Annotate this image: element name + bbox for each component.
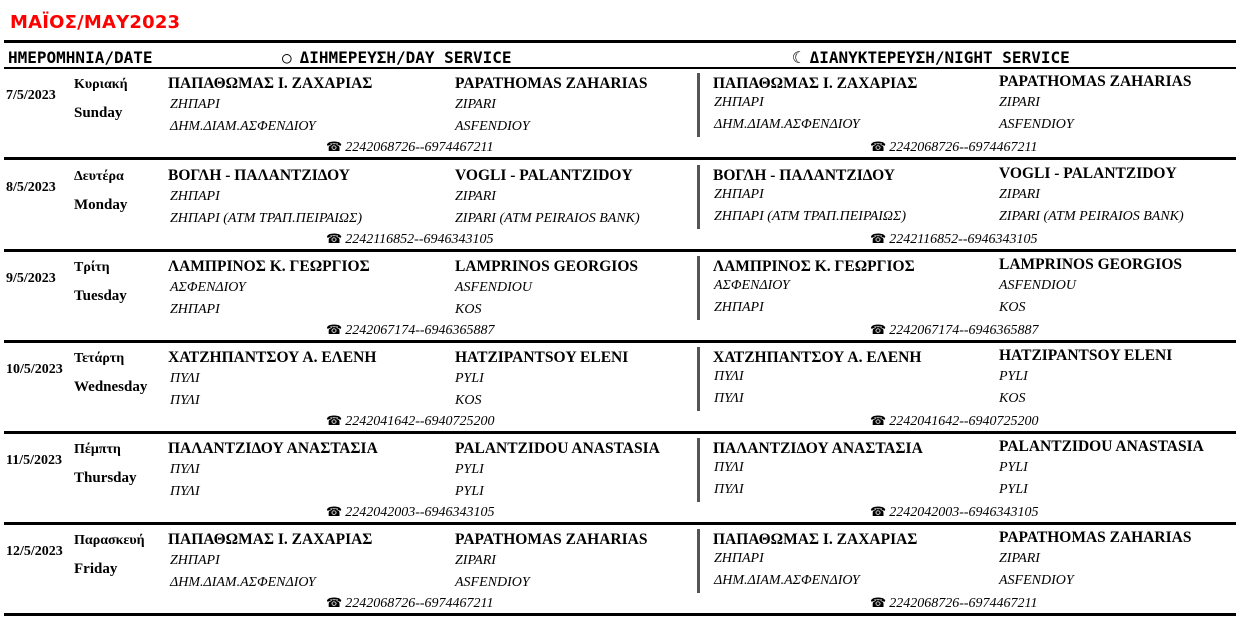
row-date: 7/5/2023 (6, 88, 56, 103)
night-phone (870, 139, 1038, 156)
day-address2-greek: ΖΗΠΑΡΙ (ΑΤΜ ΤΡΑΠ.ΠΕΙΡΑΙΩΣ) (170, 211, 363, 226)
day-phone-number: 2242042003--6946343105 (345, 505, 495, 520)
night-address1-greek: ΖΗΠΑΡΙ (714, 95, 764, 110)
day-address2-greek: ΠΥΛΙ (170, 393, 200, 408)
night-address2-english: KOS (999, 391, 1026, 406)
page-title: ΜΑΪΟΣ/ΜΑΥ2023 (10, 12, 181, 33)
table-row (0, 163, 1260, 254)
night-pharmacy-name-english: PALANTZIDOU ANASTASIA (999, 438, 1204, 455)
night-phone-number: 2242068726--6974467211 (889, 596, 1038, 611)
table-row (0, 254, 1260, 345)
night-phone (870, 322, 1039, 339)
night-pharmacy-name-greek: ΠΑΠΑΘΩΜΑΣ Ι. ΖΑΧΑΡΙΑΣ (713, 75, 918, 92)
row-date: 9/5/2023 (6, 271, 56, 286)
row-day-greek: Τετάρτη (74, 351, 125, 366)
night-phone (870, 504, 1039, 521)
night-address2-greek: ΖΗΠΑΡΙ (714, 300, 764, 315)
day-phone-number: 2242067174--6946365887 (345, 323, 495, 338)
day-address2-english: PYLI (455, 484, 484, 499)
night-pharmacy-name-greek: ΠΑΠΑΘΩΜΑΣ Ι. ΖΑΧΑΡΙΑΣ (713, 531, 918, 548)
day-address1-english: ZIPARI (455, 553, 496, 568)
day-address2-greek: ΔΗΜ.ΔΙΑΜ.ΑΣΦΕΝΔΙΟΥ (170, 119, 316, 134)
day-address1-english: ZIPARI (455, 97, 496, 112)
day-address1-english: PYLI (455, 371, 484, 386)
column-divider (697, 347, 700, 411)
night-address1-english: PYLI (999, 369, 1028, 384)
day-pharmacy-name-english: HATZIPANTSOY ELENI (455, 349, 629, 366)
row-divider (4, 431, 1236, 434)
day-address1-greek: ΖΗΠΑΡΙ (170, 97, 220, 112)
night-phone-number: 2242068726--6974467211 (889, 140, 1038, 155)
table-row (0, 527, 1260, 618)
phone-icon: ☎ (326, 413, 343, 428)
day-address1-english: ASFENDIOU (455, 280, 532, 295)
night-address1-greek: ΖΗΠΑΡΙ (714, 551, 764, 566)
day-pharmacy-name-greek: ΧΑΤΖΗΠΑΝΤΣΟΥ Α. ΕΛΕΝΗ (168, 349, 377, 366)
day-address2-english: ASFENDIOY (455, 575, 530, 590)
column-divider (697, 438, 700, 502)
night-pharmacy-name-english: HATZIPANTSOY ELENI (999, 347, 1173, 364)
header-night-service (792, 48, 1070, 67)
row-divider (4, 522, 1236, 525)
phone-icon: ☎ (326, 504, 343, 519)
day-pharmacy-name-english: VOGLI - PALANTZIDOY (455, 167, 633, 184)
night-phone-number: 2242067174--6946365887 (889, 323, 1039, 338)
phone-icon: ☎ (870, 595, 887, 610)
night-address1-english: ZIPARI (999, 187, 1040, 202)
night-address1-greek: ΠΥΛΙ (714, 369, 744, 384)
night-pharmacy-name-greek: ΧΑΤΖΗΠΑΝΤΣΟΥ Α. ΕΛΕΝΗ (713, 349, 922, 366)
day-phone-number: 2242041642--6940725200 (345, 414, 495, 429)
phone-icon: ☎ (326, 139, 343, 154)
day-pharmacy-name-greek: ΛΑΜΠΡΙΝΟΣ Κ. ΓΕΩΡΓΙΟΣ (168, 258, 370, 275)
day-address2-english: KOS (455, 393, 482, 408)
night-address2-english: PYLI (999, 482, 1028, 497)
day-phone (326, 595, 494, 612)
header-day-label: ΔΙΗΜΕΡΕΥΣΗ/DAY SERVICE (299, 48, 512, 67)
day-phone-number: 2242116852--6946343105 (345, 232, 494, 247)
row-day-greek: Δευτέρα (74, 169, 124, 184)
top-rule (4, 40, 1236, 43)
table-row (0, 436, 1260, 527)
row-day-greek: Κυριακή (74, 77, 128, 92)
night-phone (870, 413, 1039, 430)
phone-icon: ☎ (870, 322, 887, 337)
day-phone (326, 413, 495, 430)
row-date: 10/5/2023 (6, 362, 63, 377)
night-address2-greek: ΖΗΠΑΡΙ (ΑΤΜ ΤΡΑΠ.ΠΕΙΡΑΙΩΣ) (714, 209, 907, 224)
row-divider (4, 613, 1236, 616)
day-pharmacy-name-english: LAMPRINOS GEORGIOS (455, 258, 639, 275)
day-address2-greek: ΔΗΜ.ΔΙΑΜ.ΑΣΦΕΝΔΙΟΥ (170, 575, 316, 590)
header-day-service (282, 48, 512, 67)
row-day-english: Wednesday (74, 379, 148, 395)
row-day-greek: Παρασκευή (74, 533, 145, 548)
day-phone-number: 2242068726--6974467211 (345, 596, 494, 611)
night-pharmacy-name-english: PAPATHOMAS ZAHARIAS (999, 73, 1192, 90)
row-date: 8/5/2023 (6, 180, 56, 195)
column-divider (697, 165, 700, 229)
day-address1-greek: ΖΗΠΑΡΙ (170, 553, 220, 568)
day-address2-english: ZIPARI (ATM PEIRAIOS BANK) (455, 211, 640, 226)
night-address1-english: ASFENDIOU (999, 278, 1076, 293)
night-address1-english: PYLI (999, 460, 1028, 475)
phone-icon: ☎ (326, 231, 343, 246)
night-pharmacy-name-english: VOGLI - PALANTZIDOY (999, 165, 1177, 182)
day-address1-greek: ΠΥΛΙ (170, 462, 200, 477)
column-divider (697, 256, 700, 320)
night-phone (870, 231, 1038, 248)
day-phone (326, 231, 494, 248)
day-pharmacy-name-greek: ΠΑΠΑΘΩΜΑΣ Ι. ΖΑΧΑΡΙΑΣ (168, 75, 373, 92)
day-address2-greek: ΖΗΠΑΡΙ (170, 302, 220, 317)
day-address2-english: ASFENDIOY (455, 119, 530, 134)
day-address1-greek: ΖΗΠΑΡΙ (170, 189, 220, 204)
phone-icon: ☎ (326, 595, 343, 610)
phone-icon: ☎ (870, 413, 887, 428)
night-phone-number: 2242116852--6946343105 (889, 232, 1038, 247)
row-day-english: Monday (74, 197, 128, 213)
day-address1-greek: ΠΥΛΙ (170, 371, 200, 386)
day-phone (326, 139, 494, 156)
night-address2-english: ZIPARI (ATM PEIRAIOS BANK) (999, 209, 1184, 224)
row-day-english: Thursday (74, 470, 137, 486)
night-address1-english: ZIPARI (999, 551, 1040, 566)
header-date: ΗΜΕΡΟΜΗΝΙΑ/DATE (8, 48, 153, 67)
day-pharmacy-name-english: PAPATHOMAS ZAHARIAS (455, 75, 648, 92)
night-address2-greek: ΠΥΛΙ (714, 391, 744, 406)
night-pharmacy-name-greek: ΛΑΜΠΡΙΝΟΣ Κ. ΓΕΩΡΓΙΟΣ (713, 258, 915, 275)
night-phone-number: 2242042003--6946343105 (889, 505, 1039, 520)
row-day-english: Friday (74, 561, 118, 577)
header-night-label: ΔΙΑΝΥΚΤΕΡΕΥΣΗ/NIGHT SERVICE (809, 48, 1070, 67)
phone-icon: ☎ (870, 231, 887, 246)
row-date: 11/5/2023 (6, 453, 63, 468)
night-pharmacy-name-english: LAMPRINOS GEORGIOS (999, 256, 1183, 273)
night-address2-english: ASFENDIOY (999, 573, 1074, 588)
day-phone (326, 504, 495, 521)
day-pharmacy-name-english: PALANTZIDOU ANASTASIA (455, 440, 660, 457)
day-phone-number: 2242068726--6974467211 (345, 140, 494, 155)
row-date: 12/5/2023 (6, 544, 63, 559)
day-address1-english: ZIPARI (455, 189, 496, 204)
column-divider (697, 529, 700, 593)
day-address1-english: PYLI (455, 462, 484, 477)
night-address1-greek: ΑΣΦΕΝΔΙΟΥ (714, 278, 790, 293)
table-row (0, 345, 1260, 436)
night-address2-greek: ΔΗΜ.ΔΙΑΜ.ΑΣΦΕΝΔΙΟΥ (714, 117, 860, 132)
night-address2-greek: ΠΥΛΙ (714, 482, 744, 497)
night-address1-greek: ΠΥΛΙ (714, 460, 744, 475)
row-day-english: Sunday (74, 105, 123, 121)
night-pharmacy-name-greek: ΠΑΛΑΝΤΖΙΔΟΥ ΑΝΑΣΤΑΣΙΑ (713, 440, 923, 457)
night-address1-english: ZIPARI (999, 95, 1040, 110)
phone-icon: ☎ (326, 322, 343, 337)
header-rule (4, 67, 1236, 69)
day-pharmacy-name-english: PAPATHOMAS ZAHARIAS (455, 531, 648, 548)
row-day-greek: Πέμπτη (74, 442, 121, 457)
moon-icon: ☾ (792, 48, 802, 67)
phone-icon: ☎ (870, 139, 887, 154)
night-address2-greek: ΔΗΜ.ΔΙΑΜ.ΑΣΦΕΝΔΙΟΥ (714, 573, 860, 588)
day-phone (326, 322, 495, 339)
row-divider (4, 157, 1236, 160)
night-phone (870, 595, 1038, 612)
column-divider (697, 73, 700, 137)
day-pharmacy-name-greek: ΠΑΠΑΘΩΜΑΣ Ι. ΖΑΧΑΡΙΑΣ (168, 531, 373, 548)
table-row (0, 71, 1260, 162)
row-day-greek: Τρίτη (74, 260, 110, 275)
night-pharmacy-name-english: PAPATHOMAS ZAHARIAS (999, 529, 1192, 546)
row-divider (4, 249, 1236, 252)
day-address1-greek: ΑΣΦΕΝΔΙΟΥ (170, 280, 246, 295)
night-pharmacy-name-greek: ΒΟΓΛΗ - ΠΑΛΑΝΤΖΙΔΟΥ (713, 167, 895, 184)
night-address2-english: KOS (999, 300, 1026, 315)
sun-icon: ○ (282, 48, 292, 67)
day-address2-english: KOS (455, 302, 482, 317)
row-divider (4, 340, 1236, 343)
night-phone-number: 2242041642--6940725200 (889, 414, 1039, 429)
row-day-english: Tuesday (74, 288, 127, 304)
day-pharmacy-name-greek: ΒΟΓΛΗ - ΠΑΛΑΝΤΖΙΔΟΥ (168, 167, 350, 184)
phone-icon: ☎ (870, 504, 887, 519)
night-address1-greek: ΖΗΠΑΡΙ (714, 187, 764, 202)
day-address2-greek: ΠΥΛΙ (170, 484, 200, 499)
day-pharmacy-name-greek: ΠΑΛΑΝΤΖΙΔΟΥ ΑΝΑΣΤΑΣΙΑ (168, 440, 378, 457)
night-address2-english: ASFENDIOY (999, 117, 1074, 132)
